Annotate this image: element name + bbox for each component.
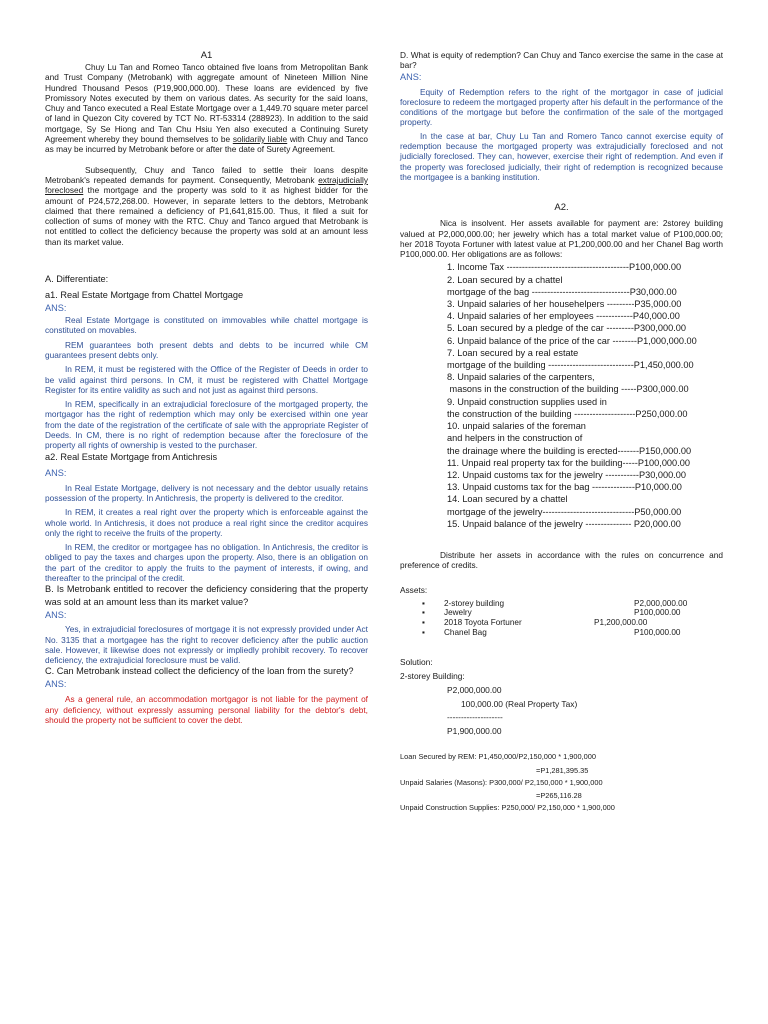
question-a-heading: A. Differentiate: — [45, 274, 109, 285]
obligation-line: 2. Loan secured by a chattel — [447, 274, 563, 285]
obligation-line: mortgage of the jewelry------------------------------P50,000.00 — [447, 506, 682, 517]
computation-line: Loan Secured by REM: P1,450,000/P2,150,000 * 1,900,000 — [400, 752, 596, 762]
answer-label: ANS: — [45, 467, 67, 478]
obligation-line: 15. Unpaid balance of the jewelry --------------- P20,000.00 — [447, 518, 681, 529]
distribute-instruction: Distribute her assets in accordance with the rules on concurrence and preference of credits. — [400, 549, 723, 571]
underlined-term-solidarily-liable: solidarily liable — [232, 134, 288, 145]
asset-row: ▪ 2-storey building P2,000,000.00 — [422, 598, 688, 608]
asset-row: ▪ 2018 Toyota Fortuner P1,200,000.00 — [422, 618, 648, 627]
problem-title-a2: A2. — [554, 202, 569, 214]
answer-a1-4: In REM, specifically in an extrajudicial foreclosure of the mortgaged property, the mortgagor has the right of redemption which may only be exercised within one year from the date of the registration of the certificate of sale with the appropriate Register of Deeds. In CM, there is no right of redemption because after the foreclosure of the property all rights of ownership is vested to the purchaser. — [45, 399, 368, 451]
calc-line: -------------------- — [447, 712, 503, 723]
answer-a1-3: In REM, it must be registered with the Office of the Register of Deeds in order to be valid against third persons. In CM, it must be registered with Chattel Mortgage Register for its entire validity as such and not just as against third persons. — [45, 364, 368, 395]
assets-label: Assets: — [400, 584, 428, 595]
obligation-line: 9. Unpaid construction supplies used in — [447, 396, 607, 407]
obligations-list — [400, 261, 723, 529]
answer-label: ANS: — [45, 303, 67, 314]
problem-title-a1: A1 — [200, 50, 213, 61]
solution-label: Solution: — [400, 657, 433, 668]
building-label: 2-storey Building: — [400, 670, 465, 681]
computation-result: =P265,116.28 — [536, 791, 582, 801]
answer-a2-2: In REM, it creates a real right over the property which is enforceable against the whole world. In Antichresis, it does not produce a real right since the creditor acquires only the right to receive the fruits of the property. — [45, 507, 368, 538]
obligation-line: 8. Unpaid salaries of the carpenters, — [447, 372, 595, 383]
calc-line: 100,000.00 (Real Property Tax) — [461, 698, 578, 709]
obligation-line: and helpers in the construction of — [447, 433, 583, 444]
calc-line: P1,900,000.00 — [447, 725, 502, 736]
obligation-line: the construction of the building --------------------P250,000.00 — [447, 408, 688, 419]
obligation-line: the drainage where the building is erected-------P150,000.00 — [447, 445, 692, 456]
obligation-line: 5. Loan secured by a pledge of the car ---------P300,000.00 — [447, 323, 687, 334]
answer-b: Yes, in extrajudicial foreclosures of mortgage it is not expressly provided under Act No. 3135 that a mortgagee has the right to recover deficiency after the public auction sale. However, it likewise does not expressly or impliedly prohibit recovery. To recover deficiency, the extrajudicial foreclosure must be valid. — [45, 624, 368, 666]
facts-paragraph-2: Subsequently, Chuy and Tanco failed to settle their loans despite Metrobank's repeated demands for payment. Consequently, Metrobank extrajudicially foreclosed the mortgage and the property was sold to it as highest bidder for the amount of P24,572,268.00. However, in separate letters to the debtors, Metrobank claimed that there remained a deficiency of P1,641,815.00. Thus, it filed a suit for collection of sums of money with the RTC. Chuy and Tanco argued that Metrobank is not entitled to collect the deficiency because the property was sold at an amount less than its market value. — [45, 164, 368, 247]
obligation-line: 7. Loan secured by a real estate — [447, 347, 579, 358]
question-c-heading: C. Can Metrobank instead collect the deficiency of the loan from the surety? — [45, 666, 354, 677]
question-d-heading: D. What is equity of redemption? Can Chuy and Tanco exercise the same in the case at bar? — [400, 50, 723, 71]
obligation-line: 6. Unpaid balance of the price of the car --------P1,000,000.00 — [447, 335, 697, 346]
obligation-line: 14. Loan secured by a chattel — [447, 494, 568, 505]
bullet-icon: ▪ — [422, 627, 425, 637]
bullet-icon: ▪ — [422, 618, 425, 627]
underlined-term-extrajudicially-foreclosed: extrajudicially foreclosed — [45, 174, 368, 196]
obligation-line: mortgage of the building ----------------------------P1,450,000.00 — [447, 360, 694, 371]
assets-list — [400, 599, 723, 637]
obligation-line: 1. Income Tax ----------------------------------------P100,000.00 — [447, 262, 682, 273]
obligation-line: 4. Unpaid salaries of her employees ------------P40,000.00 — [447, 311, 680, 322]
a2-intro-paragraph: Nica is insolvent. Her assets available for payment are: 2storey building valued at P2,000,000.00; her jewelry which has a total market value of P100,000.00; her 2018 Toyota Fortuner with latest value at P1,200,000.00 and her Chanel Bag worth P100,000.00. Her obligations are as follows: — [400, 218, 723, 260]
building-calculation — [400, 684, 723, 738]
bullet-icon: ▪ — [422, 598, 425, 608]
answer-label: ANS: — [45, 610, 67, 621]
left-column — [45, 50, 368, 725]
obligation-line: 11. Unpaid real property tax for the building-----P100,000.00 — [447, 457, 690, 468]
obligation-line: masons in the construction of the building -----P300,000.00 — [447, 384, 689, 395]
answer-d-1: Equity of Redemption refers to the right of the mortgagor in case of judicial foreclosure to redeem the mortgaged property after his default in the performance of the conditions of the mortgage but before the confirmation of the sale of the mortgaged property. — [400, 86, 723, 128]
asset-row: ▪ Jewelry P100,000.00 — [422, 608, 681, 618]
answer-a2-1: In Real Estate Mortgage, delivery is not necessary and the debtor usually retains possession of the property. In Antichresis, the property is delivered to the creditor. — [45, 482, 368, 503]
obligation-line: 12. Unpaid customs tax for the jewelry -----------P30,000.00 — [447, 469, 686, 480]
answer-label: ANS: — [45, 679, 67, 690]
asset-row: ▪ Chanel Bag P100,000.00 — [422, 627, 681, 637]
question-a1-heading: a1. Real Estate Mortgage from Chattel Mortgage — [45, 290, 244, 301]
answer-label: ANS: — [400, 71, 422, 82]
answer-a2-3: In REM, the creditor or mortgagee has no obligation. In Antichresis, the creditor is obliged to pay the taxes and charges upon the property. Also, there is an obligation on the part of the creditor to apply the fruits to the payment of interests, if owing, and thereafter to the principal of the credit. — [45, 542, 368, 583]
question-b-heading: B. Is Metrobank entitled to recover the deficiency considering that the property was sold at an amount less than its market value? — [45, 584, 368, 608]
computation-line: Unpaid Construction Supplies: P250,000/ P2,150,000 * 1,900,000 — [400, 803, 615, 813]
answer-a1-1: Real Estate Mortgage is constituted on immovables while chattel mortgage is constituted on movables. — [45, 315, 368, 336]
computation-line: Unpaid Salaries (Masons): P300,000/ P2,150,000 * 1,900,000 — [400, 777, 603, 787]
answer-a1-2: REM guarantees both present debts and debts to be incurred while CM guarantees present debts only. — [45, 339, 368, 360]
obligation-line: 3. Unpaid salaries of her househelpers ---------P35,000.00 — [447, 299, 682, 310]
obligation-line: 13. Unpaid customs tax for the bag --------------P10,000.00 — [447, 482, 682, 493]
answer-d-2: In the case at bar, Chuy Lu Tan and Romero Tanco cannot exercise equity of redemption because the mortgaged property was extrajudicially foreclosed and not judicially foreclosed. They can, however, exercise their right of redemption. And even if the property was foreclosed judicially, their right of redemption is recognized because the mortgagee is a banking institution. — [400, 130, 723, 182]
obligation-line: 10. unpaid salaries of the foreman — [447, 421, 586, 432]
right-column — [400, 50, 723, 814]
facts-paragraph-1: Chuy Lu Tan and Romeo Tanco obtained five loans from Metropolitan Bank and Trust Company (Metrobank) with aggregate amount of Nineteen Million Nine Hundred Thousand Pesos (P19,900,000.00). These loans are evidenced by five Promissory Notes executed by them on various dates. As security for the said loans, Chuy and Tanco executed a Real Estate Mortgage over a 1,449.70 square meter parcel of land in Quezon City covered by TCT No. RT-53314 (288923). In addition to the said mortgage, Sy Se Hiong and Tan Chu Hsiu Yen also executed a Continuing Surety Agreement whereby they bound themselves to be solidarily liable with Chuy and Tanco as may be incurred by Metrobank before or after the date of Surety Agreement. — [45, 62, 368, 155]
computation-result: =P1,281,395.35 — [536, 765, 589, 775]
pro-rata-computations — [400, 752, 723, 813]
bullet-icon: ▪ — [422, 608, 425, 618]
obligation-line: mortgage of the bag --------------------------------P30,000.00 — [447, 286, 677, 297]
question-a2-heading: a2. Real Estate Mortgage from Antichresis — [45, 451, 218, 462]
calc-line: P2,000,000.00 — [447, 685, 502, 696]
answer-c: As a general rule, an accommodation mortgagor is not liable for the payment of any deficiency, without expressly assuming personal liability for the debtor's debt, should the property not be sufficient to cover the debt. — [45, 694, 368, 726]
